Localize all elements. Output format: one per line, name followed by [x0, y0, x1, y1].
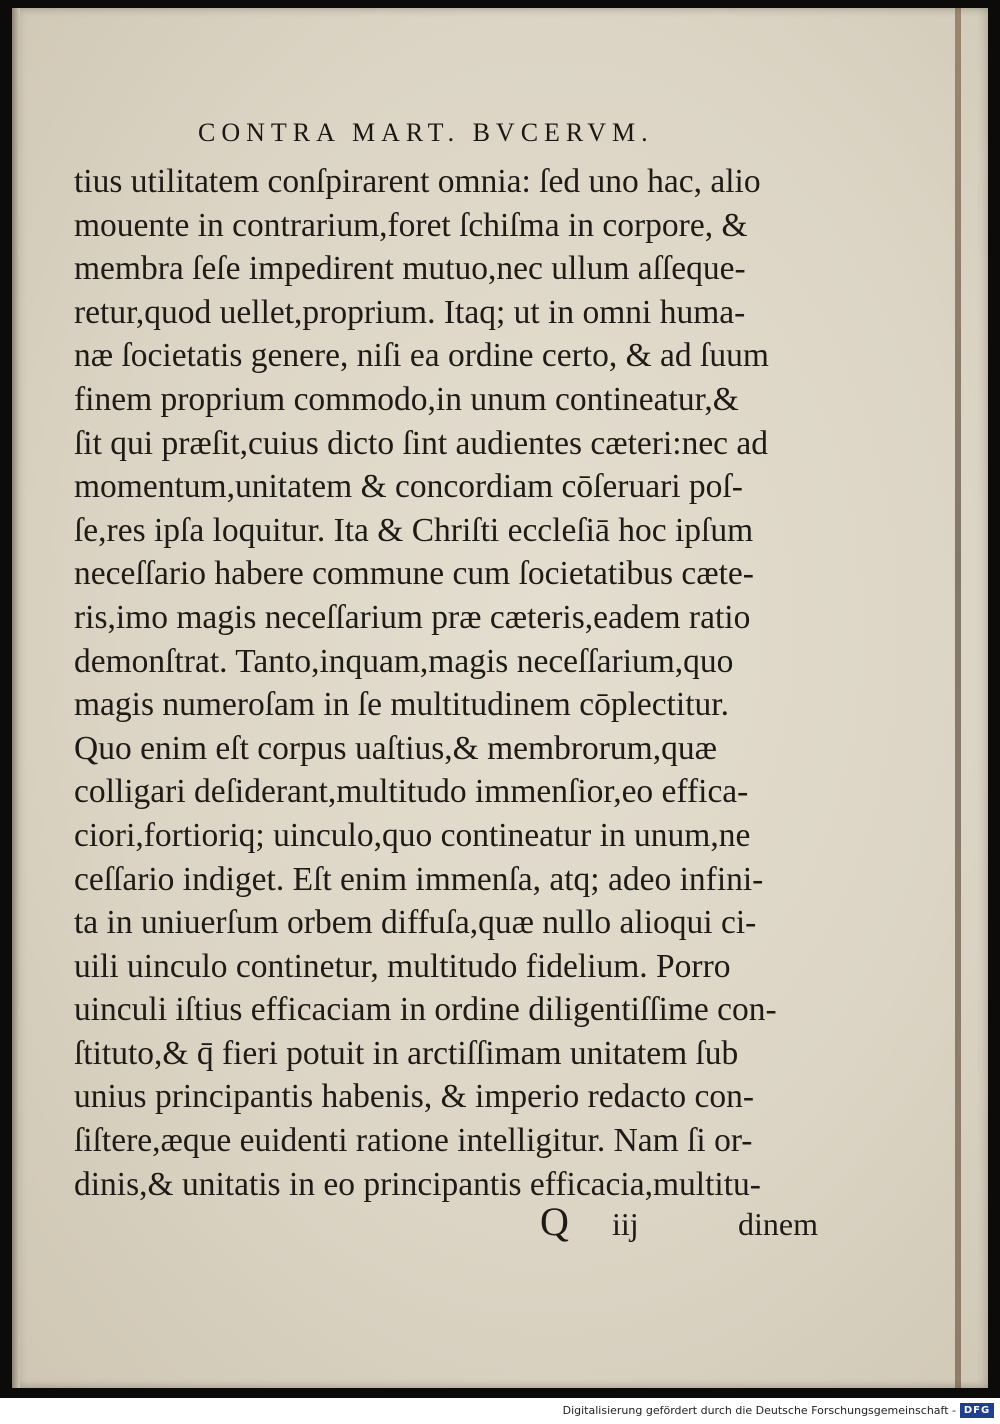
text-line: ſiſtere,æque euidenti ratione intelligitur. Nam ſi or-: [74, 1122, 753, 1160]
text-line: ciori,fortioriq; uinculo,quo contineatur in unum,ne: [74, 816, 751, 854]
text-line: unius principantis habenis, & imperio redacto con-: [74, 1078, 755, 1116]
footer-bar: [0, 1398, 1000, 1424]
signature-number: iij: [612, 1206, 639, 1242]
text-line: næ ſocietatis genere, niſi ea ordine certo, & ad ſuum: [74, 337, 769, 375]
text-line: dinis,& unitatis in eo principantis efficacia,multitu-: [74, 1165, 761, 1203]
text-line: colligari deſiderant,multitudo immenſior,eo effica-: [74, 773, 749, 811]
text-line: mouente in contrarium,foret ſchiſma in corpore, &: [74, 206, 748, 244]
dfg-logo: DFG: [960, 1403, 994, 1418]
page-edge-shadow: [955, 8, 961, 1388]
text-line: demonſtrat. Tanto,inquam,magis neceſſarium,quo: [74, 642, 734, 680]
body-text: [74, 160, 844, 1206]
text-line: ta in uniuerſum orbem diffuſa,quæ nullo alioqui ci-: [74, 904, 757, 942]
footer-credit: Digitalisierung gefördert durch die Deutsche Forschungsgemeinschaft -: [562, 1404, 956, 1417]
text-line: uili uinculo continetur, multitudo fidelium. Porro: [74, 947, 731, 985]
binding-edge: [12, 8, 20, 1388]
text-line: neceſſario habere commune cum ſocietatibus cæte-: [74, 555, 754, 593]
text-line: magis numeroſam in ſe multitudinem cōplectitur.: [74, 686, 729, 724]
text-line: momentum,unitatem & concordiam cōſeruari poſ-: [74, 468, 743, 506]
book-page: [12, 8, 988, 1388]
text-line: ſit qui præſit,cuius dicto ſint audientes cæteri:nec ad: [74, 424, 769, 462]
text-line: uinculi iſtius efficaciam in ordine diligentiſſime con-: [74, 991, 777, 1029]
text-line: finem proprium commodo,in unum contineatur,&: [74, 380, 739, 418]
running-head: CONTRA MART. BVCERVM.: [198, 118, 654, 147]
catchword: dinem: [738, 1206, 818, 1242]
text-line: ris,imo magis neceſſarium præ cæteris,eadem ratio: [74, 598, 751, 636]
text-line: ſtituto,& q̄ fieri potuit in arctiſſimam unitatem ſub: [74, 1034, 739, 1072]
text-line: membra ſeſe impedirent mutuo,nec ullum aſſeque-: [74, 250, 746, 288]
text-line: tius utilitatem conſpirarent omnia: ſed uno hac, alio: [74, 163, 761, 200]
text-line: ceſſario indiget. Eſt enim immenſa, atq; adeo infini-: [74, 860, 764, 898]
text-line: retur,quod uellet,proprium. Itaq; ut in omni huma-: [74, 293, 746, 331]
text-line: Quo enim eſt corpus uaſtius,& membrorum,quæ: [74, 729, 717, 767]
signature-letter: Q: [540, 1199, 569, 1244]
text-line: ſe,res ipſa loquitur. Ita & Chriſti eccleſiā hoc ipſum: [74, 511, 754, 549]
